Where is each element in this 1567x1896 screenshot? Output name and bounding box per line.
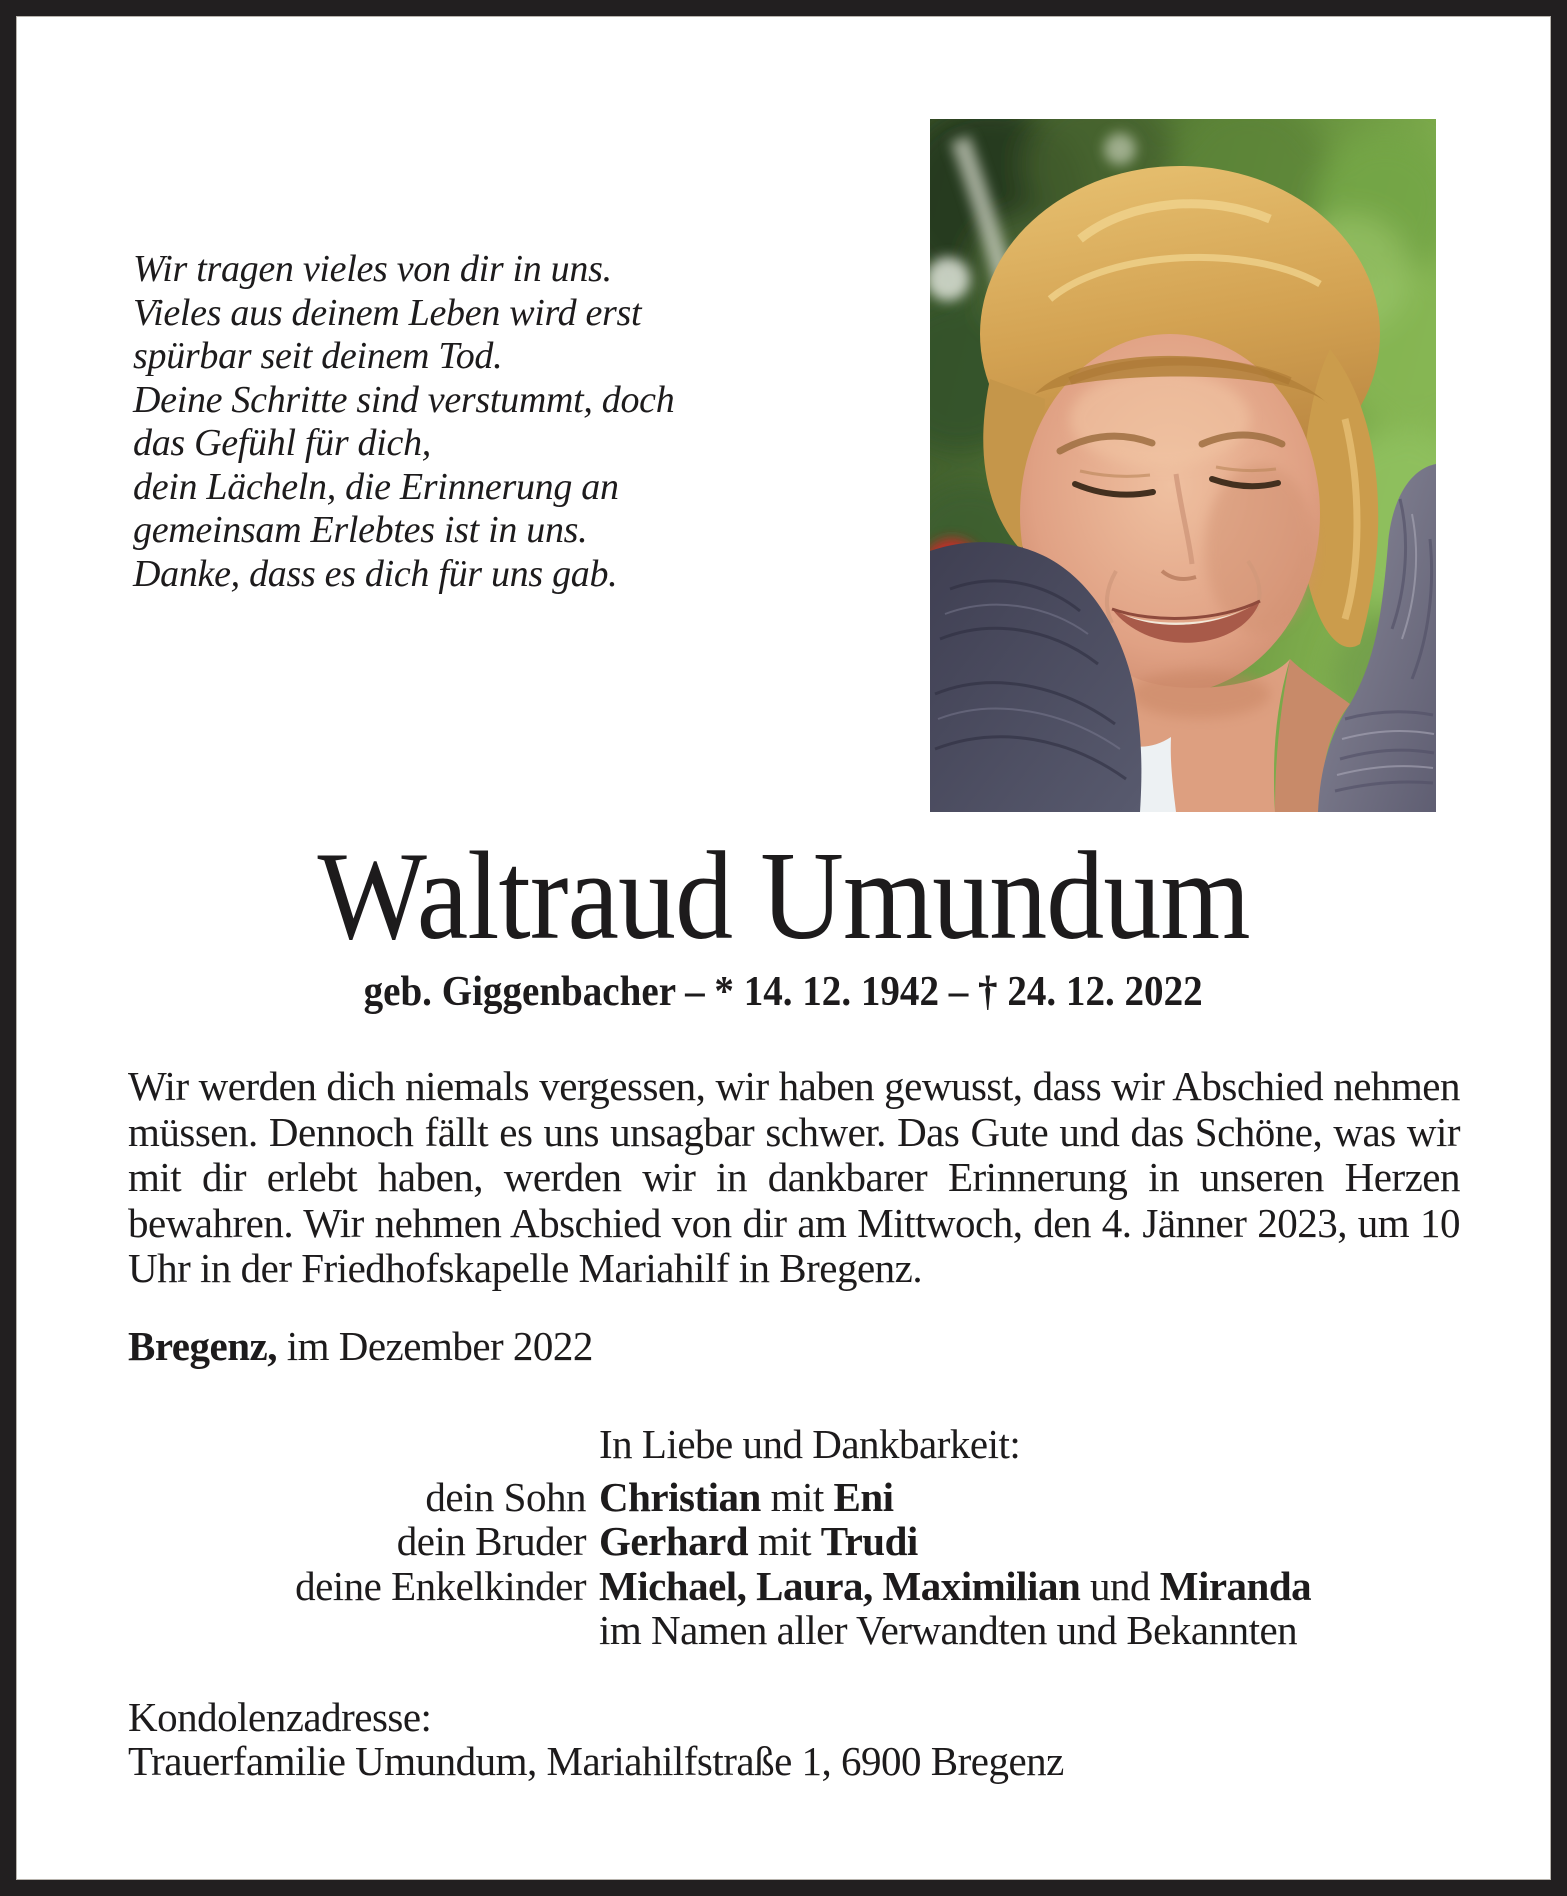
family-role: dein Bruder — [396, 1518, 586, 1565]
memorial-poem — [133, 248, 773, 596]
family-names — [586, 1475, 894, 1519]
family-names — [586, 1564, 1311, 1608]
poem-line: gemeinsam Erlebtes ist in uns. — [133, 509, 588, 551]
family-name: Miranda — [1159, 1562, 1312, 1609]
poem-line: das Gefühl für dich, — [133, 422, 431, 464]
family-name: Gerhard — [599, 1518, 749, 1565]
family-name: Eni — [833, 1474, 894, 1520]
poem-line: Danke, dass es dich für uns gab. — [133, 552, 618, 595]
dateline-place: Bregenz, — [128, 1323, 277, 1369]
poem-line: Deine Schritte sind verstummt, doch — [133, 378, 675, 421]
family-connector: mit — [748, 1518, 821, 1565]
deceased-name — [16, 827, 1551, 966]
announcement-text: Wir werden dich niemals vergessen, wir haben gewusst, dass wir Abschied nehmen müssen. Dennoch fällt es uns unsagbar schwer. Das Gute und das Schöne, was wir mit dir erlebt haben, werden wir in dankbarer Erinnerung in unseren Herzen bewahren. Wir nehmen Abschied von dir am Mittwoch, den 4. Jänner 2023, um 10 Uhr in der Friedhofskapelle Mariahilf in Bregenz. — [128, 1063, 1460, 1291]
poem-line: spürbar seit deinem Tod. — [133, 335, 503, 377]
maiden-name-and-dates — [16, 968, 1551, 1016]
family-role: dein Sohn — [425, 1474, 586, 1520]
maiden-name-and-dates-text: geb. Giggenbacher – * 14. 12. 1942 – † 24. 12. 2022 — [363, 969, 1204, 1015]
family-name: Christian — [599, 1474, 761, 1520]
condolence-label: Kondolenzadresse: — [128, 1694, 432, 1740]
family-footer: im Namen aller Verwandten und Bekannten — [599, 1607, 1298, 1654]
family-role: deine Enkelkinder — [295, 1562, 586, 1609]
family-name: Michael, Laura, Maximilian — [599, 1562, 1081, 1609]
family-row — [128, 1564, 1468, 1608]
deceased-name-text: Waltraud Umundum — [317, 827, 1250, 966]
family-name: Trudi — [820, 1518, 918, 1565]
family-names — [586, 1519, 918, 1563]
portrait-photo — [930, 119, 1436, 812]
poem-line: dein Lächeln, die Erinnerung an — [133, 465, 619, 508]
poem-line: Wir tragen vieles von dir in uns. — [133, 248, 612, 290]
family-row — [128, 1475, 1468, 1519]
family-list — [128, 1475, 1468, 1653]
dateline-date: im Dezember 2022 — [276, 1323, 593, 1369]
poem-line: Vieles aus deinem Leben wird erst — [133, 291, 642, 334]
condolence-address: Trauerfamilie Umundum, Mariahilfstraße 1, 6900 Bregenz — [128, 1738, 1064, 1785]
family-connector: und — [1080, 1562, 1160, 1609]
dateline — [128, 1323, 593, 1369]
family-connector: mit — [760, 1474, 834, 1520]
closing-heading: In Liebe und Dankbarkeit: — [599, 1421, 1021, 1467]
family-row — [128, 1519, 1468, 1563]
condolence-address-block — [128, 1695, 1064, 1784]
